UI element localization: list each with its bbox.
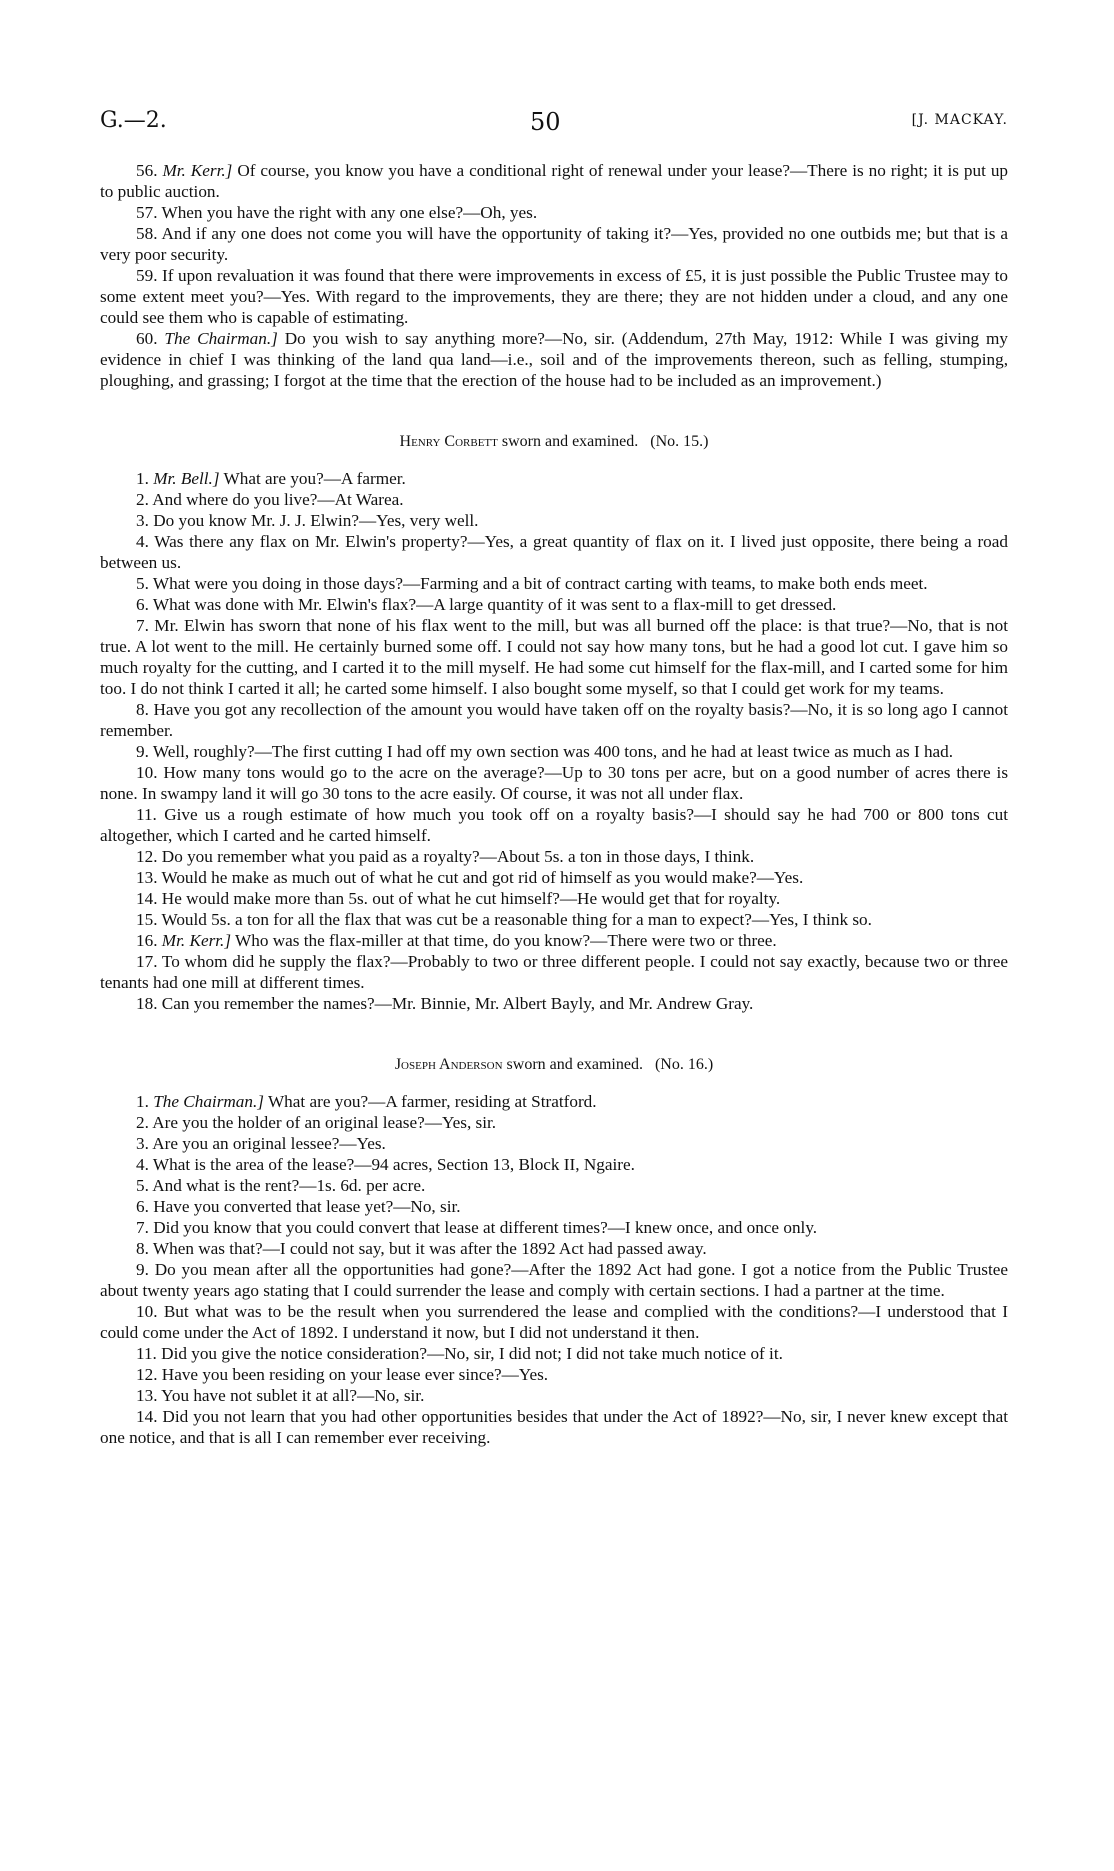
question-number: 58. [136,224,158,243]
question-answer-paragraph [100,1091,1008,1112]
question-answer-text: Mr. Elwin has sworn that none of his flax went to the mill, but was all burned off the place: is that true?—No, that is not true. A lot went to the mill. He certainly burned some off. I could not say how many tons, but he had a good lot cut. I gave him so much royalty for the cutting, and I carted it to the mill myself. He had some cut himself for the flax-mill, and I carted some for him too. I do not think I carted it all; he carted some himself. I also bought some myself, so that I could get work for my teams. [100,616,1008,698]
question-answer-paragraph [100,1238,1008,1259]
question-number: 11. [136,1344,157,1363]
section-heading-henry-corbett [100,431,1008,452]
question-number: 6. [136,1197,149,1216]
question-answer-paragraph [100,1154,1008,1175]
speaker-name: The Chairman.] [164,329,278,348]
question-number: 6. [136,595,149,614]
question-number: 9. [136,742,149,761]
question-answer-text: Are you the holder of an original lease?—Yes, sir. [152,1113,497,1132]
question-number: 8. [136,1239,149,1258]
question-answer-paragraph [100,594,1008,615]
heading-suffix: sworn and examined. [502,1056,643,1073]
question-number: 1. [136,1092,149,1111]
previous-witness-continuation [100,160,1008,391]
question-answer-paragraph [100,1343,1008,1364]
question-answer-text: Give us a rough estimate of how much you took off on a royalty basis?—I should say he had 700 or 800 tons cut altogether, which I carted and he carted himself. [100,805,1009,845]
question-number: 14. [136,1407,158,1426]
question-answer-paragraph [100,951,1008,993]
question-answer-text: What are you?—A farmer. [219,469,406,488]
question-answer-paragraph [100,993,1008,1014]
question-number: 10. [136,1302,158,1321]
question-number: 57. [136,203,158,222]
question-answer-text: How many tons would go to the acre on the average?—Up to 30 tons per acre, but on a good number of acres there is none. In swampy land it will go 30 tons to the acre easily. Of course, it was not all under flax. [100,763,1009,803]
question-number: 2. [136,490,149,509]
witness-name: Joseph Anderson [394,1056,503,1073]
question-answer-paragraph [100,1385,1008,1406]
question-answer-text: Would he make as much out of what he cut and got rid of himself as you would make?—Yes. [161,868,804,887]
question-answer-paragraph [100,762,1008,804]
question-answer-text: Do you remember what you paid as a royalty?—About 5s. a ton in those days, I think. [161,847,755,866]
question-answer-text: If upon revaluation it was found that there were improvements in excess of £5, it is just possible the Public Trustee may to some extent meet you?—Yes. With regard to the improvements, they are there; they are not hidden under a cloud, and any one could see them who is capable of estimating. [100,266,1009,327]
question-answer-paragraph [100,741,1008,762]
speaker-name: Mr. Kerr.] [161,931,232,950]
question-answer-text: Well, roughly?—The first cutting I had off my own section was 400 tons, and he had at least twice as much as I had. [152,742,954,761]
question-answer-text: Do you mean after all the opportunities had gone?—After the 1892 Act had gone. I got a notice from the Public Trustee about twenty years ago stating that I could surrender the lease and comply with certain sections. I had a partner at the time. [100,1260,1009,1300]
question-number: 2. [136,1113,149,1132]
question-answer-text: Who was the flax-miller at that time, do you know?—There were two or three. [231,931,777,950]
question-answer-text: And where do you live?—At Warea. [152,490,404,509]
question-answer-text: And if any one does not come you will have the opportunity of taking it?—Yes, provided no one outbids me; but that is a very poor security. [100,224,1008,264]
question-answer-paragraph [100,328,1008,391]
question-answer-paragraph [100,1133,1008,1154]
question-number: 14. [136,889,158,908]
question-answer-text: What is the area of the lease?—94 acres, Section 13, Block II, Ngaire. [152,1155,635,1174]
question-answer-paragraph [100,1217,1008,1238]
question-number: 60. [136,329,158,348]
question-number: 59. [136,266,158,285]
question-answer-paragraph [100,1406,1008,1448]
henry-corbett-evidence [100,468,1008,1014]
question-number: 4. [136,1155,149,1174]
heading-suffix: sworn and examined. [497,433,639,450]
question-answer-paragraph [100,223,1008,265]
question-answer-text: What are you?—A farmer, residing at Stratford. [263,1092,597,1111]
question-number: 17. [136,952,158,971]
question-number: 12. [136,1365,158,1384]
question-number: 7. [136,1218,149,1237]
question-answer-paragraph [100,1196,1008,1217]
question-answer-paragraph [100,867,1008,888]
question-number: 12. [136,847,158,866]
question-answer-text: Have you been residing on your lease ever since?—Yes. [161,1365,549,1384]
question-answer-paragraph [100,1259,1008,1301]
joseph-anderson-evidence [100,1091,1008,1448]
question-number: 18. [136,994,158,1013]
question-answer-text: What were you doing in those days?—Farming and a bit of contract carting with teams, to make both ends meet. [152,574,928,593]
question-answer-text: When was that?—I could not say, but it was after the 1892 Act had passed away. [152,1239,707,1258]
document-code: G.—2. [100,108,167,133]
witness-running-head: [J. MACKAY. [911,112,1008,128]
question-answer-text: Did you not learn that you had other opportunities besides that under the Act of 1892?—No, sir, I never knew except that one notice, and that is all I can remember ever receiving. [100,1407,1009,1447]
question-answer-text: Did you give the notice consideration?—No, sir, I did not; I did not take much notice of it. [161,1344,783,1363]
question-answer-text: And what is the rent?—1s. 6d. per acre. [152,1176,426,1195]
question-answer-text: He would make more than 5s. out of what he cut himself?—He would get that for royalty. [161,889,781,908]
witness-number: (No. 15.) [650,433,709,450]
question-number: 56. [136,161,158,180]
page-header [100,108,1008,138]
question-number: 5. [136,574,149,593]
speaker-name: The Chairman.] [153,1092,264,1111]
section-heading-joseph-anderson [100,1054,1008,1075]
question-answer-paragraph [100,468,1008,489]
question-number: 7. [136,616,149,635]
question-answer-text: But what was to be the result when you surrendered the lease and complied with the conditions?—I understood that I could come under the Act of 1892. I understand it now, but I did not understand it then. [100,1302,1008,1342]
page-number: 50 [530,108,561,136]
question-answer-paragraph [100,531,1008,573]
question-answer-paragraph [100,510,1008,531]
question-answer-text: What was done with Mr. Elwin's flax?—A large quantity of it was sent to a flax-mill to get dressed. [152,595,837,614]
question-answer-paragraph [100,1112,1008,1133]
question-answer-paragraph [100,615,1008,699]
question-answer-text: Was there any flax on Mr. Elwin's property?—Yes, a great quantity of flax on it. I lived just opposite, there being a road between us. [100,532,1008,572]
speaker-name: Mr. Kerr.] [162,161,233,180]
speaker-name: Mr. Bell.] [153,469,220,488]
question-answer-paragraph [100,699,1008,741]
question-number: 13. [136,1386,158,1405]
question-answer-text: Can you remember the names?—Mr. Binnie, Mr. Albert Bayly, and Mr. Andrew Gray. [161,994,754,1013]
page-body [100,160,1008,1448]
witness-number: (No. 16.) [654,1056,714,1073]
question-number: 8. [136,700,149,719]
question-answer-text: Did you know that you could convert that lease at different times?—I knew once, and once only. [153,1218,818,1237]
question-answer-text: You have not sublet it at all?—No, sir. [161,1386,425,1405]
question-number: 11. [136,805,157,824]
question-answer-paragraph [100,1364,1008,1385]
question-answer-paragraph [100,888,1008,909]
question-answer-paragraph [100,573,1008,594]
question-answer-paragraph [100,804,1008,846]
question-answer-paragraph [100,1301,1008,1343]
question-number: 9. [136,1260,149,1279]
question-answer-text: To whom did he supply the flax?—Probably to two or three different people. I could not say exactly, because two or three tenants had one mill at different times. [100,952,1008,992]
question-number: 1. [136,469,149,488]
question-answer-paragraph [100,930,1008,951]
question-answer-paragraph [100,846,1008,867]
question-answer-text: Do you know Mr. J. J. Elwin?—Yes, very well. [153,511,479,530]
question-answer-text: Have you got any recollection of the amount you would have taken off on the royalty basis?—No, it is so long ago I cannot remember. [100,700,1009,740]
question-answer-text: When you have the right with any one else?—Oh, yes. [161,203,538,222]
witness-name: Henry Corbett [399,433,498,450]
question-answer-paragraph [100,489,1008,510]
question-number: 3. [136,511,149,530]
question-answer-text: Do you wish to say anything more?—No, sir. (Addendum, 27th May, 1912: While I was giving my evidence in chief I was thinking of the land qua land—i.e., soil and of the improvements thereon, such as felling, stumping, ploughing, and grassing; I forgot at the time that the erection of the house had to be included as an improvement.) [100,329,1008,390]
question-answer-text: Have you converted that lease yet?—No, sir. [153,1197,461,1216]
question-answer-paragraph [100,265,1008,328]
question-number: 16. [136,931,158,950]
question-answer-paragraph [100,202,1008,223]
question-answer-text: Of course, you know you have a conditional right of renewal under your lease?—There is no right; it is put up to public auction. [100,161,1009,201]
question-answer-paragraph [100,160,1008,202]
question-number: 3. [136,1134,149,1153]
question-answer-paragraph [100,909,1008,930]
question-number: 4. [136,532,149,551]
question-number: 10. [136,763,158,782]
question-answer-text: Would 5s. a ton for all the flax that was cut be a reasonable thing for a man to expect?—Yes, I think so. [161,910,872,929]
question-number: 15. [136,910,158,929]
question-answer-text: Are you an original lessee?—Yes. [152,1134,386,1153]
question-answer-paragraph [100,1175,1008,1196]
question-number: 5. [136,1176,149,1195]
question-number: 13. [136,868,158,887]
